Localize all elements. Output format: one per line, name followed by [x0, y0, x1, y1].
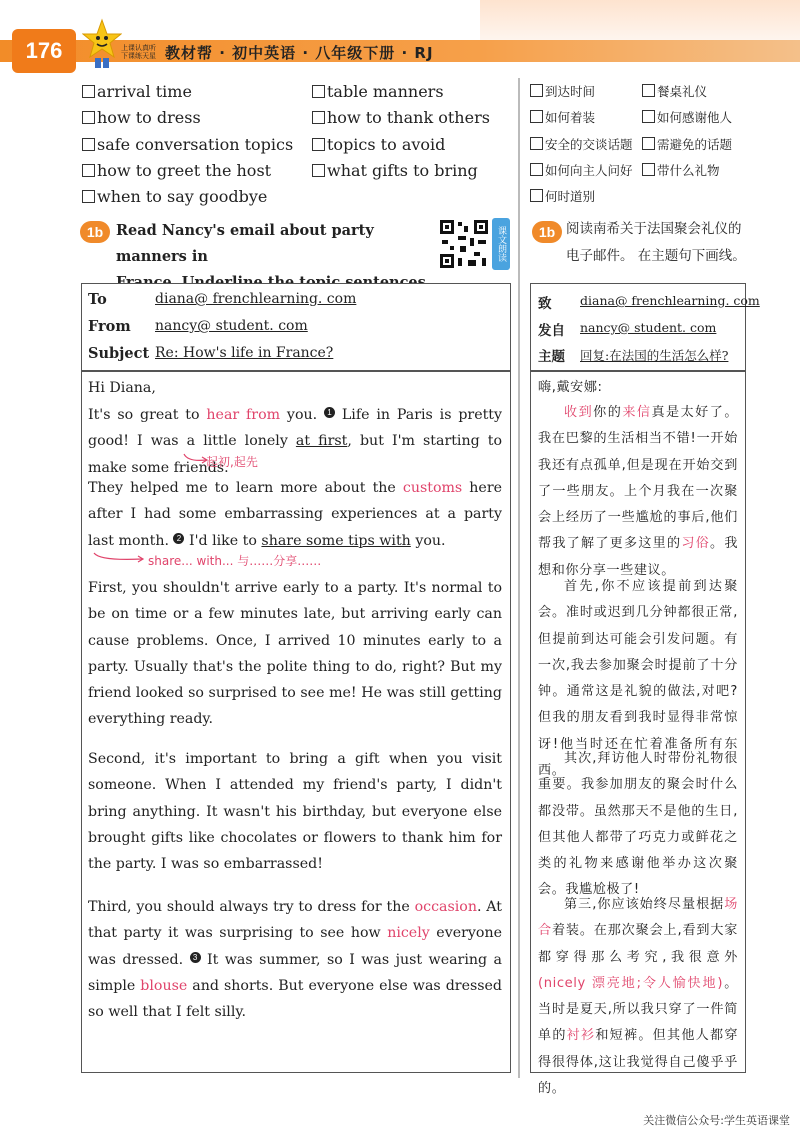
checkbox-icon[interactable] — [642, 137, 655, 150]
from-label: From — [88, 318, 131, 335]
option-thank-others[interactable]: how to thank others — [312, 108, 490, 127]
footer-note: 关注微信公众号:学生英语课堂 — [643, 1114, 790, 1127]
to-label-zh: 致 — [538, 296, 552, 312]
from-label-zh: 发自 — [538, 323, 565, 339]
activity-badge-zh: 1b — [532, 221, 562, 243]
email-zh-paragraph-3: 其次,拜访他人时带份礼物很重要。我参加朋友的聚会时什么都没带。虽然那天不是他的生日,但其他人都带了巧克力或鲜花之类的礼物来感谢他举办这次聚会。我尴尬极了! — [538, 751, 738, 898]
checkbox-icon[interactable] — [82, 138, 95, 151]
option-greet-host[interactable]: how to greet the host — [82, 161, 271, 180]
email-zh-greeting: 嗨,戴安娜: — [538, 380, 603, 395]
from-value: nancy@ student. com — [155, 318, 308, 334]
email-paragraph-4: Second, it's important to bring a gift when you visit someone. When I attended my friend's party, I didn't bring anything. It wasn't his birthday, but everyone else brought gifts like chocolates or flowers to thank him for the party. I was so embarrassed! — [88, 751, 502, 873]
page-number: 176 — [12, 29, 76, 73]
sentence-marker: 3 — [190, 952, 201, 963]
checkbox-icon[interactable] — [530, 137, 543, 150]
checkbox-icon[interactable] — [82, 85, 95, 98]
email-paragraph-1: It's so great to hear from you. 1 Life in Paris is pretty good! I was a little lonely at first, but I'm starting to make some friends. — [88, 407, 503, 476]
option-zh[interactable]: 到达时间 — [530, 82, 595, 100]
option-say-goodbye[interactable]: when to say goodbye — [82, 187, 267, 206]
email-greeting: Hi Diana, — [88, 380, 156, 396]
note-share-with: share... with... 与……分享…… — [148, 554, 322, 568]
annotation-arrow-icon — [92, 551, 148, 565]
checkbox-icon[interactable] — [642, 110, 655, 123]
option-how-to-dress[interactable]: how to dress — [82, 108, 201, 127]
email-zh-paragraph-2: 首先,你不应该提前到达聚会。准时或迟到几分钟都很正常,但提前到达可能会引发问题。有一次,我去参加聚会时提前了十分钟。通常这是礼貌的做法,对吧?但我的朋友看到我时显得非常惊讶!他当时还在忙着准备所有东西。 — [538, 579, 738, 779]
to-value: diana@ frenchlearning. com — [155, 291, 357, 307]
checkbox-icon[interactable] — [82, 164, 95, 177]
option-topics-avoid[interactable]: topics to avoid — [312, 135, 445, 154]
instruction-en: Read Nancy's email about party manners in — [116, 222, 374, 265]
checkbox-icon[interactable] — [530, 163, 543, 176]
option-safe-topics[interactable]: safe conversation topics — [82, 135, 293, 154]
checkbox-icon[interactable] — [530, 84, 543, 97]
checkbox-icon[interactable] — [82, 190, 95, 203]
qr-code-icon[interactable] — [438, 218, 490, 270]
from-value-zh: nancy@ student. com — [580, 320, 717, 335]
checkbox-icon[interactable] — [82, 111, 95, 124]
option-arrival-time[interactable]: arrival time — [82, 82, 192, 101]
book-title: 教材帮 · 初中英语 · 八年级下册 · RJ — [165, 44, 434, 62]
option-zh[interactable]: 安全的交谈话题 — [530, 135, 633, 153]
checkbox-icon[interactable] — [530, 110, 543, 123]
option-zh[interactable]: 如何向主人问好 — [530, 161, 633, 179]
note-at-first: 起初,起先 — [206, 455, 258, 469]
instruction-zh: 阅读南希关于法国聚会礼仪的 电子邮件。 在主题句下画线。 — [566, 221, 746, 264]
to-label: To — [88, 291, 107, 308]
mascot-caption: 上课认真听 下课练天星 — [121, 44, 156, 60]
email-en-header-divider — [81, 370, 511, 372]
option-zh[interactable]: 如何着装 — [530, 108, 595, 126]
sentence-marker: 2 — [173, 533, 184, 544]
star-mascot-icon — [82, 18, 122, 70]
option-table-manners[interactable]: table manners — [312, 82, 444, 101]
checkbox-icon[interactable] — [312, 111, 325, 124]
checkbox-icon[interactable] — [312, 164, 325, 177]
option-zh[interactable]: 带什么礼物 — [642, 161, 720, 179]
qr-audio-tag: 课文朗读 — [492, 218, 510, 270]
subject-value-zh: 回复:在法国的生活怎么样? — [580, 348, 729, 363]
to-value-zh: diana@ frenchlearning. com — [580, 293, 760, 308]
sentence-marker: 1 — [324, 407, 335, 418]
email-paragraph-2: They helped me to learn more about the customs here after I had some embarrassing experiences at a party last month. 2 I'd like to share some tips with you. — [88, 480, 502, 549]
email-zh-paragraph-4: 第三,你应该始终尽量根据场合着装。在那次聚会上,看到大家都穿得那么考究,我很意外(nicely 漂亮地;令人愉快地)。当时是夏天,所以我只穿了一件简单的衬衫和短裤。但其他人都穿得很得体,这让我觉得自己傻乎乎的。 — [538, 897, 739, 1097]
option-zh[interactable]: 如何感谢他人 — [642, 108, 732, 126]
checkbox-icon[interactable] — [312, 85, 325, 98]
email-paragraph-3: First, you shouldn't arrive early to a party. It's normal to be on time or a few minutes late, but arriving early can cause problems. Once, I arrived 10 minutes early to a party. Usually that's the polite thing to do, right? But my friend looked so surprised to see me! He was still getting everything ready. — [88, 580, 502, 728]
email-paragraph-5: Third, you should always try to dress for the occasion. At that party it was surprising to see how nicely everyone was dressed. 3 It was summer, so I was just wearing a simple blouse and shorts. But everyone else was dressed so well that I felt silly. — [88, 899, 502, 1021]
activity-badge: 1b — [80, 221, 110, 243]
option-gifts[interactable]: what gifts to bring — [312, 161, 478, 180]
option-zh[interactable]: 餐桌礼仪 — [642, 82, 707, 100]
option-zh[interactable]: 何时道别 — [530, 187, 595, 205]
column-divider — [518, 78, 520, 1078]
option-zh[interactable]: 需避免的话题 — [642, 135, 732, 153]
checkbox-icon[interactable] — [312, 138, 325, 151]
subject-label-zh: 主题 — [538, 349, 565, 365]
subject-label: Subject — [88, 345, 150, 362]
checkbox-icon[interactable] — [642, 163, 655, 176]
email-zh-header-divider — [530, 370, 746, 372]
checkbox-icon[interactable] — [642, 84, 655, 97]
subject-value: Re: How's life in France? — [155, 345, 334, 361]
checkbox-icon[interactable] — [530, 189, 543, 202]
email-zh-paragraph-1: 收到你的来信真是太好了。我在巴黎的生活相当不错!一开始我还有点孤单,但是现在开始交到了一些朋友。上个月我在一次聚会上经历了一些尴尬的事后,他们帮我了解了更多这里的习俗。我想和你分享一些建议。 — [538, 405, 739, 578]
